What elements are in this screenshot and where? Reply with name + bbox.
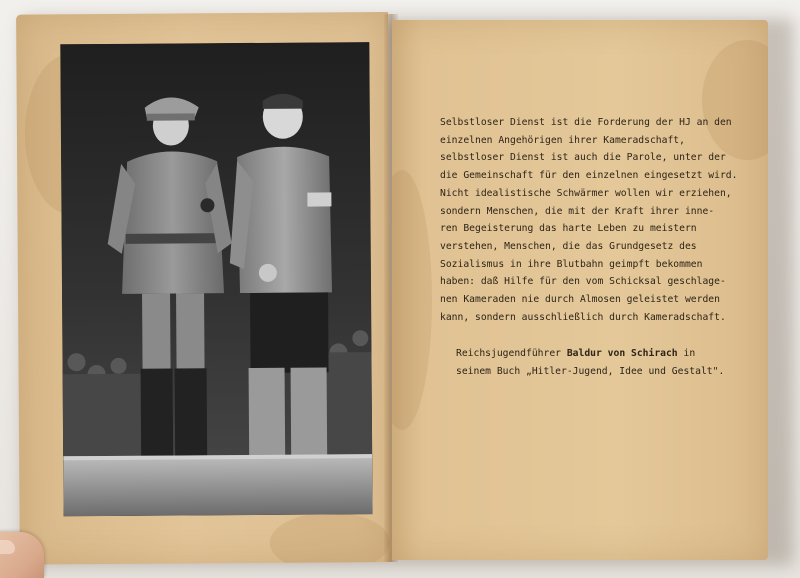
quote-line: einzelnen Angehörigen ihrer Kameradschaft, bbox=[440, 134, 685, 146]
quote-line: ren Begeisterung das harte Leben zu meistern bbox=[440, 223, 697, 235]
quote-line: Sozialismus in ihre Blutbahn geimpft bekommen bbox=[440, 258, 703, 270]
quote-line: kann, sondern ausschließlich durch Kameradschaft. bbox=[440, 311, 726, 323]
quote-line: die Gemeinschaft für den einzelnen eingesetzt wird. bbox=[440, 170, 738, 182]
attribution-line-2: seinem Buch „Hitler-Jugend, Idee und Gestalt". bbox=[456, 366, 725, 377]
quote-line: haben: daß Hilfe für den vom Schicksal geschlage- bbox=[440, 276, 726, 288]
right-page bbox=[392, 20, 768, 560]
paper-stain bbox=[392, 170, 432, 430]
quote-line: Selbstloser Dienst ist die Forderung der HJ an den bbox=[440, 117, 732, 128]
attribution-suffix: in bbox=[683, 348, 696, 359]
quote-line: Nicht idealistische Schwärmer wollen wir erziehen, bbox=[440, 187, 732, 199]
attribution-line-1 bbox=[456, 345, 746, 363]
paper-stain bbox=[270, 512, 390, 565]
thumbnail-nail bbox=[0, 540, 15, 554]
black-and-white-photograph bbox=[60, 42, 372, 516]
quote-line: selbstloser Dienst ist auch die Parole, unter der bbox=[440, 152, 726, 164]
attribution-name: Baldur von Schirach bbox=[566, 348, 678, 359]
quote-line: nen Kameraden nie durch Almosen geleistet werden bbox=[440, 294, 720, 306]
left-page bbox=[16, 12, 392, 565]
quote-line: verstehen, Menschen, die das Grundgesetz des bbox=[440, 240, 697, 252]
quote-paragraph bbox=[440, 114, 740, 326]
photograph-image bbox=[60, 42, 372, 516]
quote-line: sondern Menschen, die mit der Kraft ihrer inne- bbox=[440, 205, 715, 217]
attribution-prefix: Reichsjugendführer bbox=[456, 348, 561, 359]
attribution bbox=[456, 345, 746, 381]
thumb bbox=[0, 532, 44, 578]
